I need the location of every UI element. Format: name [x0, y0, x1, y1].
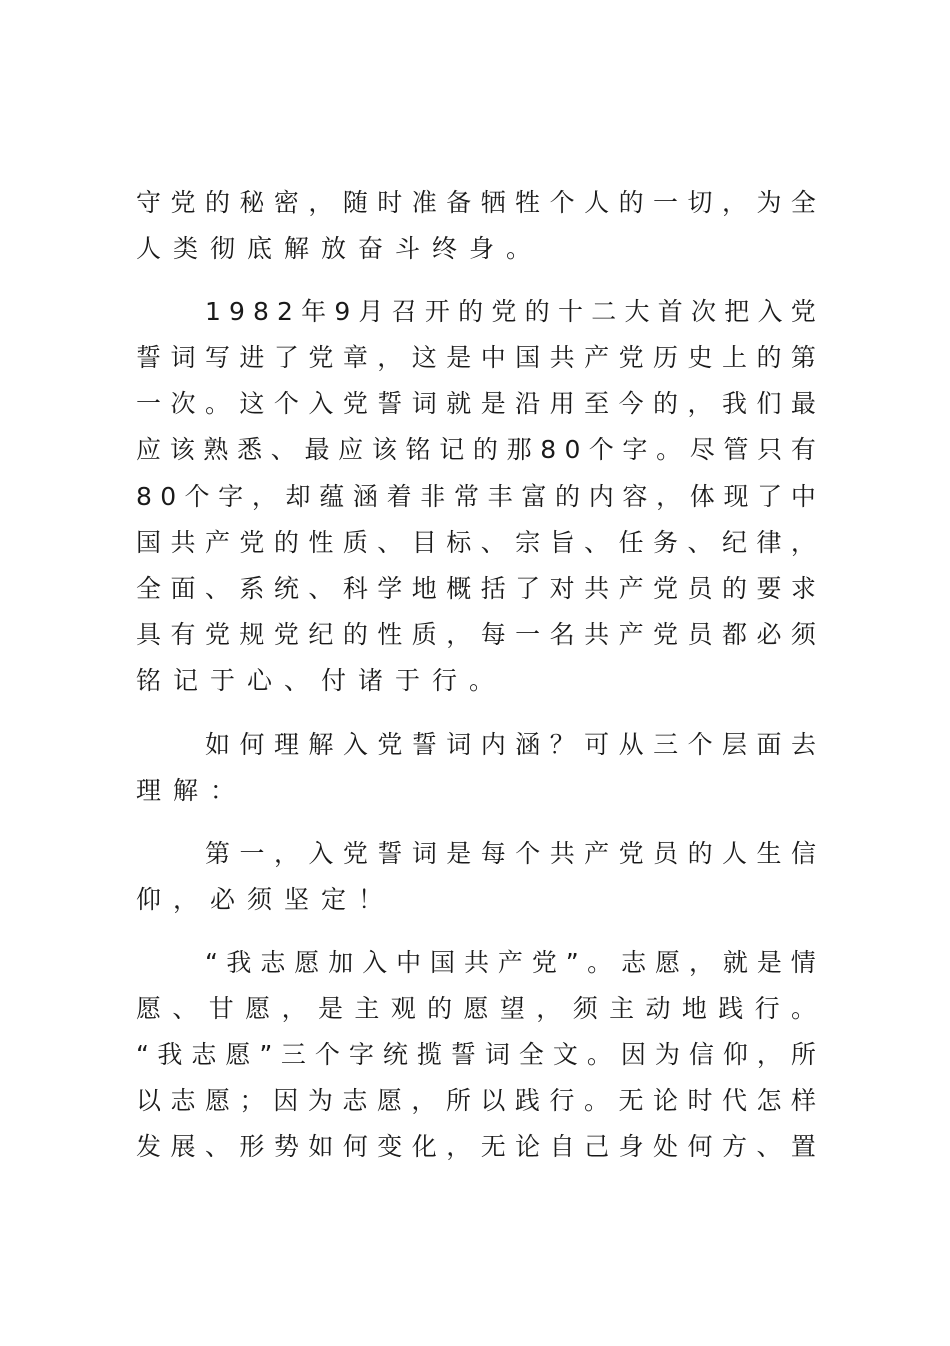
- text-line: 铭记于心、付诸于行。: [136, 666, 507, 695]
- text-line: 8 0 个 字 ， 却 蕴 涵 着 非 常 丰 富 的 内 容 ， 体 现 了 中: [136, 482, 816, 511]
- text-line: 1 9 8 2 年 9 月 召 开 的 党 的 十 二 大 首 次 把 入 党: [205, 297, 816, 326]
- text-line: “ 我 志 愿 加 入 中 国 共 产 党 ” 。 志 愿 ， 就 是 情: [205, 948, 816, 977]
- text-line: 仰，必须坚定！: [136, 885, 396, 914]
- text-line: 誓 词 写 进 了 党 章 ， 这 是 中 国 共 产 党 历 史 上 的 第: [136, 343, 816, 372]
- text-line: 以 志 愿 ； 因 为 志 愿 ， 所 以 践 行 。 无 论 时 代 怎 样: [136, 1086, 816, 1115]
- text-line: 理解：: [136, 776, 248, 805]
- text-line: 如 何 理 解 入 党 誓 词 内 涵 ？ 可 从 三 个 层 面 去: [205, 730, 816, 759]
- text-line: 愿 、 甘 愿 ， 是 主 观 的 愿 望 ， 须 主 动 地 践 行 。: [136, 994, 816, 1023]
- text-line: 全 面 、 系 统 、 科 学 地 概 括 了 对 共 产 党 员 的 要 求: [136, 574, 816, 603]
- text-line: 人类彻底解放奋斗终身。: [136, 234, 544, 263]
- text-line: 国 共 产 党 的 性 质 、 目 标 、 宗 旨 、 任 务 、 纪 律 ，: [136, 528, 816, 557]
- text-line: 应 该 熟 悉 、 最 应 该 铭 记 的 那 8 0 个 字 。 尽 管 只 有: [136, 435, 816, 464]
- text-line: 第 一 ， 入 党 誓 词 是 每 个 共 产 党 员 的 人 生 信: [205, 839, 816, 868]
- text-line: 守 党 的 秘 密 ， 随 时 准 备 牺 牲 个 人 的 一 切 ， 为 全: [136, 188, 816, 217]
- text-line: “ 我 志 愿 ” 三 个 字 统 揽 誓 词 全 文 。 因 为 信 仰 ， 所: [136, 1040, 816, 1069]
- text-line: 发 展 、 形 势 如 何 变 化 ， 无 论 自 己 身 处 何 方 、 置: [136, 1132, 816, 1161]
- text-line: 一 次 。 这 个 入 党 誓 词 就 是 沿 用 至 今 的 ， 我 们 最: [136, 389, 816, 418]
- text-line: 具 有 党 规 党 纪 的 性 质 ， 每 一 名 共 产 党 员 都 必 须: [136, 620, 816, 649]
